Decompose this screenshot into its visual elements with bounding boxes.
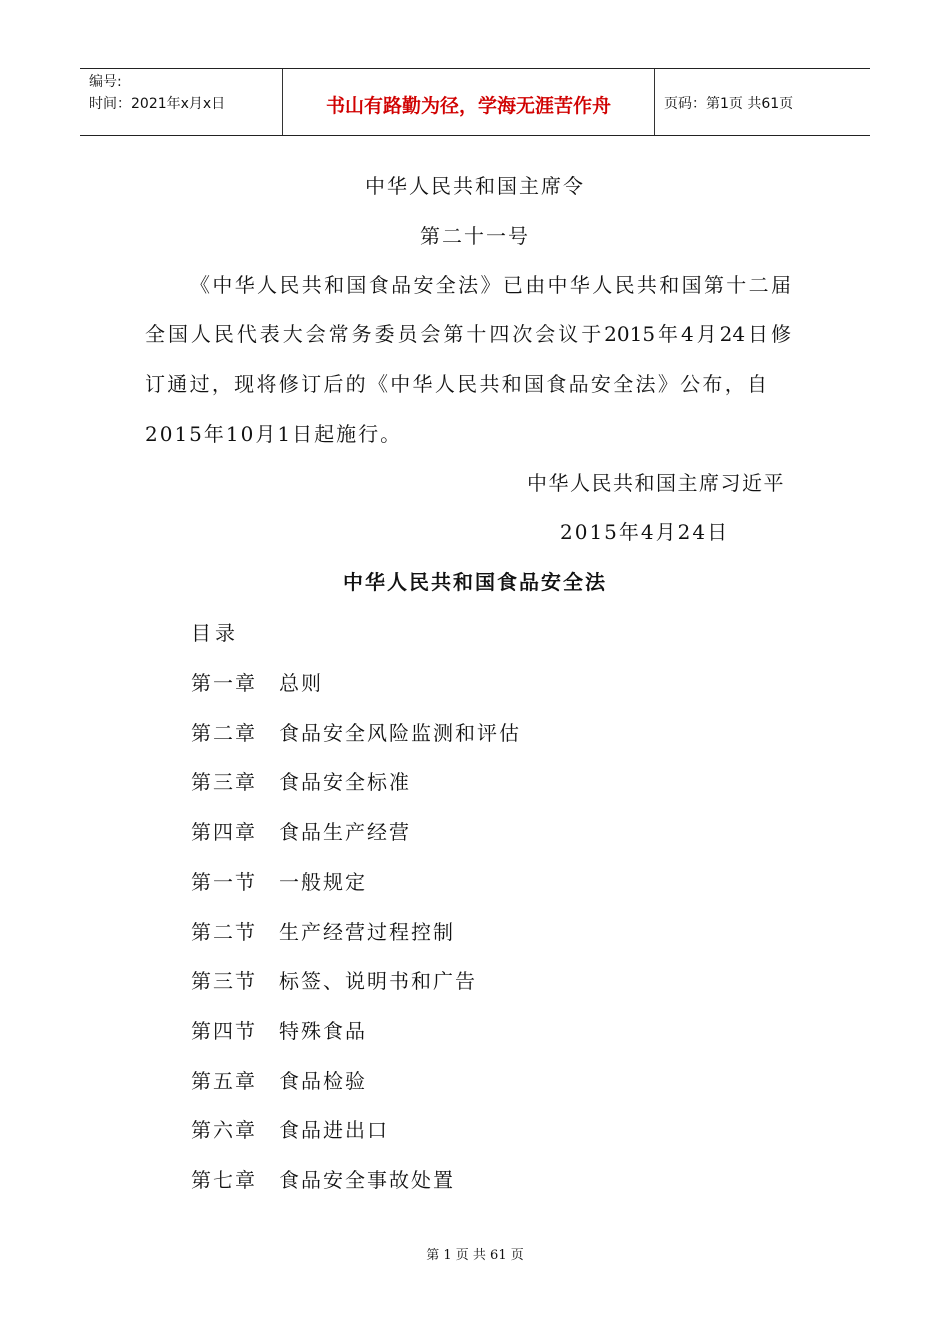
law-title: 中华人民共和国食品安全法 — [343, 570, 607, 594]
toc-entry-title: 食品检验 — [279, 1068, 367, 1093]
toc-entry-title: 总则 — [279, 671, 323, 695]
document-time-label: 时间：2021年x月x日 — [89, 96, 226, 112]
toc-entry-number: 第六章 — [191, 1118, 257, 1143]
header-page-info: 页码：第1页 共61页 — [664, 96, 794, 112]
toc-entry-number: 第一章 — [191, 671, 257, 695]
toc-entry — [191, 1116, 389, 1144]
order-body-line-1: 《中华人民共和国食品安全法》已由中华人民共和国第十二届 — [190, 273, 791, 297]
toc-entry-number: 第三节 — [191, 969, 257, 994]
toc-entry-number: 第七章 — [191, 1168, 257, 1192]
toc-entry — [191, 818, 411, 846]
toc-entry — [191, 967, 477, 995]
order-title: 中华人民共和国主席令 — [365, 174, 585, 198]
toc-entry-title: 生产经营过程控制 — [279, 919, 455, 944]
toc-entry-title: 一般规定 — [279, 869, 367, 894]
order-body-line-4: 2015年10月1日起施行。 — [145, 422, 403, 446]
header-meta — [80, 69, 283, 135]
toc-entry — [191, 868, 367, 896]
toc-entry-number: 第二章 — [191, 720, 257, 745]
toc-entry — [191, 669, 323, 697]
order-number: 第二十一号 — [420, 224, 530, 248]
toc-entry — [191, 918, 455, 946]
order-body-line-3: 订通过，现将修订后的《中华人民共和国食品安全法》公布，自 — [145, 372, 767, 396]
page-footer: 第 1 页 共 61 页 — [426, 1248, 524, 1263]
order-date: 2015年4月24日 — [560, 520, 730, 544]
toc-entry-number: 第二节 — [191, 919, 257, 944]
toc-entry-number: 第四章 — [191, 820, 257, 845]
toc-entry-title: 食品进出口 — [279, 1118, 389, 1143]
toc-entry — [191, 1017, 367, 1045]
toc-entry-title: 食品安全风险监测和评估 — [279, 720, 521, 745]
toc-entry-number: 第四节 — [191, 1018, 257, 1043]
toc-entry — [191, 719, 521, 747]
page-header — [80, 68, 870, 136]
toc-entry-title: 食品安全标准 — [279, 770, 411, 795]
toc-entry — [191, 768, 411, 796]
toc-heading: 目录 — [191, 621, 239, 645]
order-signature: 中华人民共和国主席习近平 — [527, 471, 785, 495]
toc-entry — [191, 1166, 455, 1194]
header-motto: 书山有路勤为径，学海无涯苦作舟 — [283, 69, 655, 135]
toc-entry-number: 第一节 — [191, 869, 257, 894]
toc-entry-number: 第三章 — [191, 770, 257, 795]
document-number-label: 编号: — [89, 74, 122, 90]
toc-entry-title: 标签、说明书和广告 — [279, 969, 477, 994]
order-body-line-2: 全国人民代表大会常务委员会第十四次会议于2015年4月24日修 — [145, 322, 791, 346]
toc-entry-title: 食品生产经营 — [279, 820, 411, 845]
toc-entry-number: 第五章 — [191, 1068, 257, 1093]
toc-entry-title: 特殊食品 — [279, 1018, 367, 1043]
toc-entry-title: 食品安全事故处置 — [279, 1168, 455, 1192]
toc-entry — [191, 1067, 367, 1095]
